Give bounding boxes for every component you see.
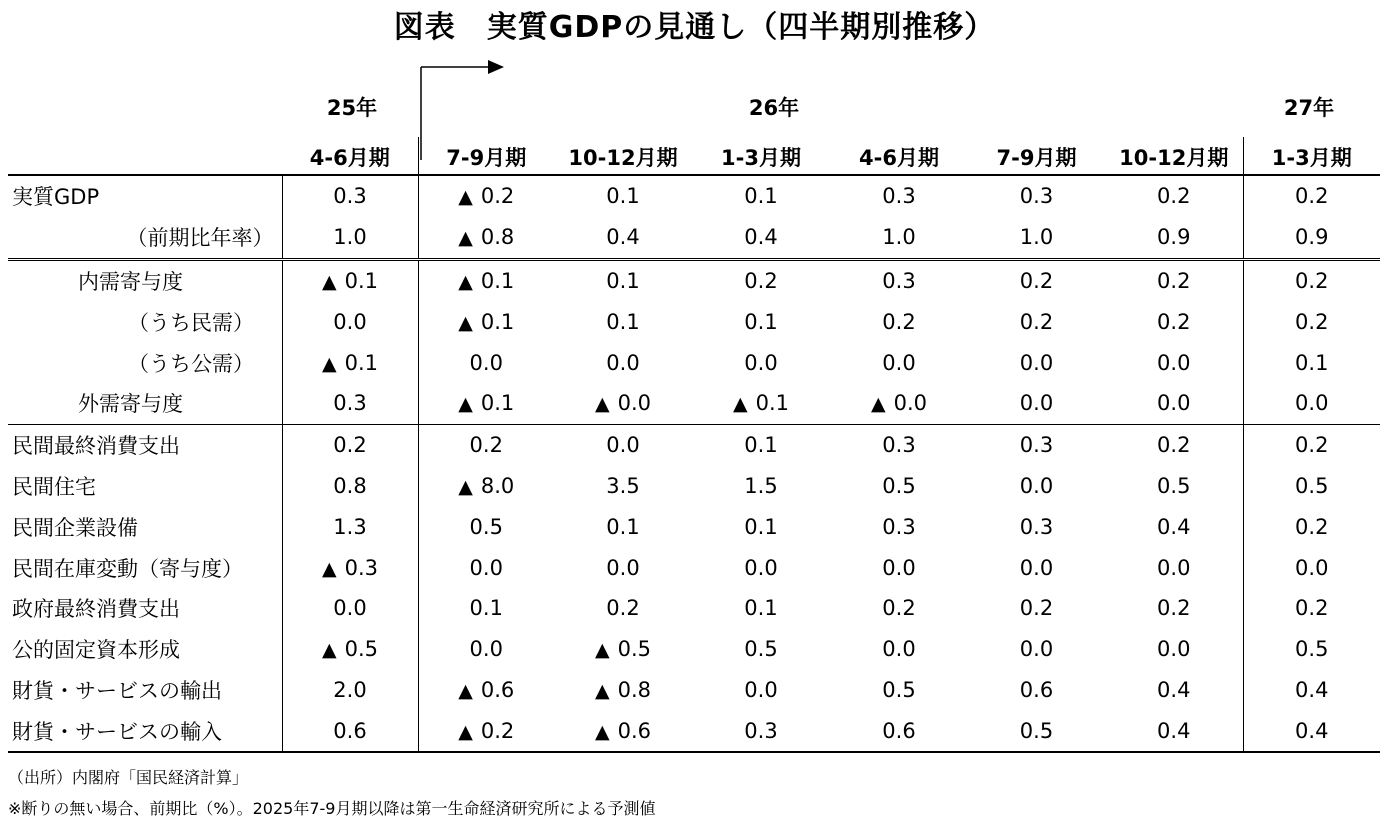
table-cell [968, 466, 1105, 507]
cell-value: 0.2 [480, 184, 515, 209]
cell-value: 0.8 [480, 225, 515, 250]
negative-triangle-icon: ▲ [458, 679, 473, 702]
table-cell [554, 175, 692, 217]
table-cell [1105, 259, 1243, 301]
cell-value: 0.3 [333, 391, 367, 416]
table-row [8, 424, 1380, 465]
negative-triangle-icon: ▲ [870, 393, 886, 416]
table-cell [830, 506, 968, 547]
table-cell [830, 259, 968, 301]
cell-value: 2.0 [333, 677, 367, 702]
cell-value: 0.1 [744, 596, 778, 621]
cell-value: 0.5 [1295, 473, 1329, 498]
table-cell [1105, 710, 1243, 752]
table-cell [692, 547, 830, 588]
table-cell [1105, 588, 1243, 629]
cell-value: 0.0 [617, 391, 652, 416]
table-cell [692, 466, 830, 507]
cell-value: 0.2 [882, 309, 916, 334]
table-cell [1243, 175, 1380, 217]
cell-value: 0.0 [1019, 555, 1054, 580]
cell-value: 0.0 [606, 433, 640, 458]
cell-value: 0.3 [1019, 433, 1054, 458]
header-quarter: 10-12月期 [554, 137, 692, 175]
table-cell [692, 710, 830, 752]
year-label-26: 26年 [748, 96, 800, 120]
cell-value: 0.3 [1019, 184, 1054, 209]
table-cell [282, 175, 418, 217]
table-cell [830, 466, 968, 507]
table-cell [282, 506, 418, 547]
cell-value: 0.0 [744, 677, 778, 702]
cell-value: 0.0 [744, 350, 778, 375]
table-cell [282, 217, 418, 259]
cell-value: 0.2 [1157, 184, 1191, 209]
table-cell [554, 466, 692, 507]
table-cell [830, 588, 968, 629]
negative-triangle-icon: ▲ [321, 270, 337, 293]
cell-value: 0.2 [333, 433, 367, 458]
row-label: 政府最終消費支出 [8, 588, 282, 629]
table-cell [968, 670, 1105, 711]
table-cell [282, 342, 418, 383]
cell-value: 0.8 [333, 473, 367, 498]
table-cell [282, 710, 418, 752]
cell-value: 0.0 [882, 555, 916, 580]
table-cell [830, 301, 968, 342]
cell-value: 0.6 [480, 677, 515, 702]
cell-value: 0.0 [893, 391, 928, 416]
table-cell [1243, 506, 1380, 547]
negative-triangle-icon: ▲ [321, 639, 337, 662]
cell-value: 0.2 [1157, 268, 1191, 293]
cell-value: 0.4 [1157, 718, 1191, 743]
table-cell [418, 670, 554, 711]
row-label: 民間住宅 [8, 466, 282, 507]
cell-value: 0.2 [1295, 514, 1329, 539]
table-cell [1243, 547, 1380, 588]
row-label: （うち民需） [8, 301, 282, 342]
table-row [8, 547, 1380, 588]
table-row [8, 383, 1380, 424]
cell-value: 0.4 [1295, 677, 1329, 702]
table-cell [554, 629, 692, 670]
cell-value: 0.3 [344, 555, 379, 580]
table-cell [1243, 424, 1380, 465]
table-cell [1105, 217, 1243, 259]
negative-triangle-icon: ▲ [732, 393, 748, 416]
table-cell [1243, 383, 1380, 424]
table-cell [418, 217, 554, 259]
cell-value: 0.2 [606, 596, 640, 621]
negative-triangle-icon: ▲ [458, 227, 473, 250]
table-cell [418, 342, 554, 383]
table-cell [968, 424, 1105, 465]
row-label: 実質GDP [8, 175, 282, 217]
table-row [8, 670, 1380, 711]
table-cell [692, 301, 830, 342]
notes [8, 762, 655, 824]
remark-note: ※断りの無い場合、前期比（%）。2025年7-9月期以降は第一生命経済研究所による予測値 [8, 799, 656, 818]
cell-value: 3.5 [606, 473, 640, 498]
cell-value: 0.3 [744, 718, 778, 743]
cell-value: 0.0 [1019, 350, 1054, 375]
cell-value: 0.0 [469, 637, 503, 662]
cell-value: 0.2 [1019, 268, 1054, 293]
table-cell [968, 506, 1105, 547]
table-cell [554, 301, 692, 342]
negative-triangle-icon: ▲ [594, 393, 610, 416]
cell-value: 0.9 [1295, 225, 1329, 250]
table-cell [1105, 424, 1243, 465]
table-cell [1105, 466, 1243, 507]
cell-value: 0.2 [1295, 184, 1329, 209]
cell-value: 0.6 [617, 718, 652, 743]
negative-triangle-icon: ▲ [458, 186, 473, 209]
table-row [8, 217, 1380, 259]
table-cell [554, 217, 692, 259]
cell-value: 0.8 [617, 677, 652, 702]
table-cell [1105, 629, 1243, 670]
table-cell [968, 547, 1105, 588]
table-row [8, 710, 1380, 752]
year-label-25: 25年 [326, 96, 378, 120]
source-note: （出所）内閣府「国民経済計算」 [8, 768, 249, 787]
table-cell [418, 259, 554, 301]
table-row [8, 259, 1380, 301]
cell-value: 0.0 [882, 350, 916, 375]
cell-value: 0.0 [333, 309, 367, 334]
cell-value: 0.2 [469, 433, 503, 458]
table-cell [1105, 301, 1243, 342]
cell-value: 0.0 [1157, 391, 1191, 416]
table-cell [692, 424, 830, 465]
cell-value: 0.0 [606, 555, 640, 580]
table-cell [1243, 217, 1380, 259]
cell-value: 0.3 [1019, 514, 1054, 539]
row-label: （前期比年率） [8, 217, 282, 259]
table-cell [692, 217, 830, 259]
table-cell [1243, 301, 1380, 342]
cell-value: 0.0 [1295, 391, 1329, 416]
table-cell [692, 506, 830, 547]
header-quarter: 4-6月期 [282, 137, 418, 175]
header-quarter: 10-12月期 [1105, 137, 1243, 175]
cell-value: 0.0 [606, 350, 640, 375]
table-cell [282, 588, 418, 629]
cell-value: 0.3 [882, 268, 916, 293]
cell-value: 0.2 [744, 268, 778, 293]
table-cell [692, 670, 830, 711]
cell-value: 0.1 [606, 309, 640, 334]
table-cell [830, 383, 968, 424]
table-cell [282, 301, 418, 342]
table-cell [830, 424, 968, 465]
table-cell [282, 424, 418, 465]
cell-value: 1.5 [744, 473, 778, 498]
table-cell [1243, 629, 1380, 670]
cell-value: 0.2 [1295, 433, 1329, 458]
cell-value: 0.5 [882, 677, 916, 702]
table-cell [418, 506, 554, 547]
table-cell [968, 175, 1105, 217]
cell-value: 0.1 [480, 268, 515, 293]
negative-triangle-icon: ▲ [458, 720, 473, 743]
table-cell [1105, 506, 1243, 547]
negative-triangle-icon: ▲ [321, 352, 337, 375]
cell-value: 0.5 [744, 637, 778, 662]
cell-value: 0.6 [1019, 677, 1054, 702]
table-cell [1243, 670, 1380, 711]
table-cell [554, 710, 692, 752]
table-cell [1105, 383, 1243, 424]
cell-value: 0.0 [882, 637, 916, 662]
header-quarter: 7-9月期 [968, 137, 1105, 175]
cell-value: 0.4 [1295, 718, 1329, 743]
header-quarter: 1-3月期 [692, 137, 830, 175]
negative-triangle-icon: ▲ [458, 270, 473, 293]
table-cell [1105, 670, 1243, 711]
table-cell [1243, 466, 1380, 507]
cell-value: 0.3 [882, 184, 916, 209]
table-row [8, 342, 1380, 383]
cell-value: 0.2 [1295, 596, 1329, 621]
table-cell [418, 629, 554, 670]
row-label: 外需寄与度 [8, 383, 282, 424]
negative-triangle-icon: ▲ [321, 557, 337, 580]
cell-value: 0.1 [344, 350, 379, 375]
table-cell [968, 629, 1105, 670]
table-cell [692, 175, 830, 217]
negative-triangle-icon: ▲ [458, 475, 473, 498]
row-label: （うち公需） [8, 342, 282, 383]
cell-value: 0.5 [617, 637, 652, 662]
table-cell [1105, 342, 1243, 383]
row-label: 民間在庫変動（寄与度） [8, 547, 282, 588]
cell-value: 0.1 [480, 391, 515, 416]
table-row [8, 301, 1380, 342]
table-row [8, 588, 1380, 629]
row-label: 公的固定資本形成 [8, 629, 282, 670]
header-row [8, 137, 1380, 175]
table-cell [830, 342, 968, 383]
negative-triangle-icon: ▲ [458, 311, 473, 334]
year-label-27: 27年 [1283, 96, 1335, 120]
table-cell [282, 547, 418, 588]
cell-value: 0.1 [744, 309, 778, 334]
table-cell [554, 588, 692, 629]
cell-value: 0.9 [1157, 225, 1191, 250]
table-cell [830, 710, 968, 752]
cell-value: 0.2 [1157, 433, 1191, 458]
cell-value: 0.6 [882, 718, 916, 743]
negative-triangle-icon: ▲ [594, 639, 610, 662]
cell-value: 0.3 [333, 184, 367, 209]
cell-value: 1.3 [333, 514, 367, 539]
cell-value: 1.0 [1019, 225, 1054, 250]
table-cell [692, 342, 830, 383]
cell-value: 0.0 [1157, 637, 1191, 662]
cell-value: 0.0 [744, 555, 778, 580]
cell-value: 0.1 [755, 391, 790, 416]
table-cell [968, 259, 1105, 301]
header-quarter: 7-9月期 [418, 137, 554, 175]
negative-triangle-icon: ▲ [594, 679, 610, 702]
table-cell [418, 466, 554, 507]
cell-value: 0.1 [344, 268, 379, 293]
cell-value: 0.1 [744, 184, 778, 209]
cell-value: 0.4 [1157, 514, 1191, 539]
cell-value: 0.2 [1019, 309, 1054, 334]
table-cell [554, 547, 692, 588]
cell-value: 0.0 [1295, 555, 1329, 580]
cell-value: 0.4 [744, 225, 778, 250]
table-cell [418, 301, 554, 342]
header-corner [8, 137, 282, 175]
table-cell [968, 588, 1105, 629]
table-cell [282, 259, 418, 301]
table-cell [282, 670, 418, 711]
cell-value: 0.1 [744, 514, 778, 539]
cell-value: 0.5 [344, 637, 379, 662]
table-row [8, 629, 1380, 670]
cell-value: 0.0 [469, 350, 503, 375]
cell-value: 0.3 [882, 514, 916, 539]
cell-value: 0.4 [1157, 677, 1191, 702]
table-cell [282, 629, 418, 670]
table-cell [692, 588, 830, 629]
cell-value: 0.0 [333, 596, 367, 621]
cell-value: 0.1 [1295, 350, 1329, 375]
header-quarter: 1-3月期 [1243, 137, 1380, 175]
table-cell [1243, 588, 1380, 629]
table-cell [418, 424, 554, 465]
table-cell [830, 547, 968, 588]
cell-value: 0.0 [1157, 350, 1191, 375]
table-cell [968, 710, 1105, 752]
cell-value: 0.1 [606, 184, 640, 209]
cell-value: 0.0 [1019, 391, 1054, 416]
table-row [8, 466, 1380, 507]
table-cell [282, 466, 418, 507]
cell-value: 0.0 [1157, 555, 1191, 580]
table-cell [554, 670, 692, 711]
cell-value: 0.2 [882, 596, 916, 621]
cell-value: 0.5 [882, 473, 916, 498]
cell-value: 0.5 [469, 514, 503, 539]
table-row [8, 175, 1380, 217]
table-cell [1243, 342, 1380, 383]
negative-triangle-icon: ▲ [458, 393, 473, 416]
table-cell [830, 629, 968, 670]
cell-value: 0.0 [1019, 637, 1054, 662]
table-cell [1105, 547, 1243, 588]
table-cell [692, 259, 830, 301]
table-cell [968, 301, 1105, 342]
cell-value: 0.1 [606, 268, 640, 293]
table-cell [1243, 710, 1380, 752]
table-cell [418, 710, 554, 752]
table-row [8, 506, 1380, 547]
cell-value: 0.2 [1157, 596, 1191, 621]
cell-value: 1.0 [882, 225, 916, 250]
table-cell [1105, 175, 1243, 217]
row-label: 民間最終消費支出 [8, 424, 282, 465]
cell-value: 0.5 [1157, 473, 1191, 498]
cell-value: 0.1 [606, 514, 640, 539]
table-cell [968, 342, 1105, 383]
table-cell [692, 629, 830, 670]
table-cell [418, 383, 554, 424]
table-cell [554, 424, 692, 465]
cell-value: 0.1 [469, 596, 503, 621]
row-label: 財貨・サービスの輸出 [8, 670, 282, 711]
table-cell [418, 588, 554, 629]
table-cell [830, 217, 968, 259]
row-label: 内需寄与度 [8, 259, 282, 301]
table-cell [1243, 259, 1380, 301]
negative-triangle-icon: ▲ [594, 720, 610, 743]
cell-value: 0.5 [1295, 637, 1329, 662]
table-cell [554, 259, 692, 301]
cell-value: 0.0 [1019, 473, 1054, 498]
cell-value: 0.2 [1295, 309, 1329, 334]
cell-value: 0.6 [333, 718, 367, 743]
cell-value: 0.4 [606, 225, 640, 250]
table-cell [418, 175, 554, 217]
cell-value: 0.2 [1295, 268, 1329, 293]
cell-value: 8.0 [480, 473, 515, 498]
table-cell [830, 175, 968, 217]
cell-value: 0.1 [480, 309, 515, 334]
table-cell [282, 383, 418, 424]
table-cell [418, 547, 554, 588]
table-cell [968, 383, 1105, 424]
table-cell [554, 342, 692, 383]
cell-value: 0.2 [1019, 596, 1054, 621]
row-label: 民間企業設備 [8, 506, 282, 547]
gdp-forecast-table [8, 137, 1380, 753]
cell-value: 0.0 [469, 555, 503, 580]
table-cell [554, 506, 692, 547]
page-title: 図表 実質GDPの見通し（四半期別推移） [393, 10, 996, 45]
cell-value: 0.1 [744, 433, 778, 458]
table-cell [554, 383, 692, 424]
row-label: 財貨・サービスの輸入 [8, 710, 282, 752]
table-cell [968, 217, 1105, 259]
cell-value: 0.2 [1157, 309, 1191, 334]
cell-value: 0.2 [480, 718, 515, 743]
cell-value: 0.5 [1019, 718, 1054, 743]
cell-value: 1.0 [333, 225, 367, 250]
cell-value: 0.3 [882, 433, 916, 458]
table-cell [692, 383, 830, 424]
header-quarter: 4-6月期 [830, 137, 968, 175]
table-cell [830, 670, 968, 711]
